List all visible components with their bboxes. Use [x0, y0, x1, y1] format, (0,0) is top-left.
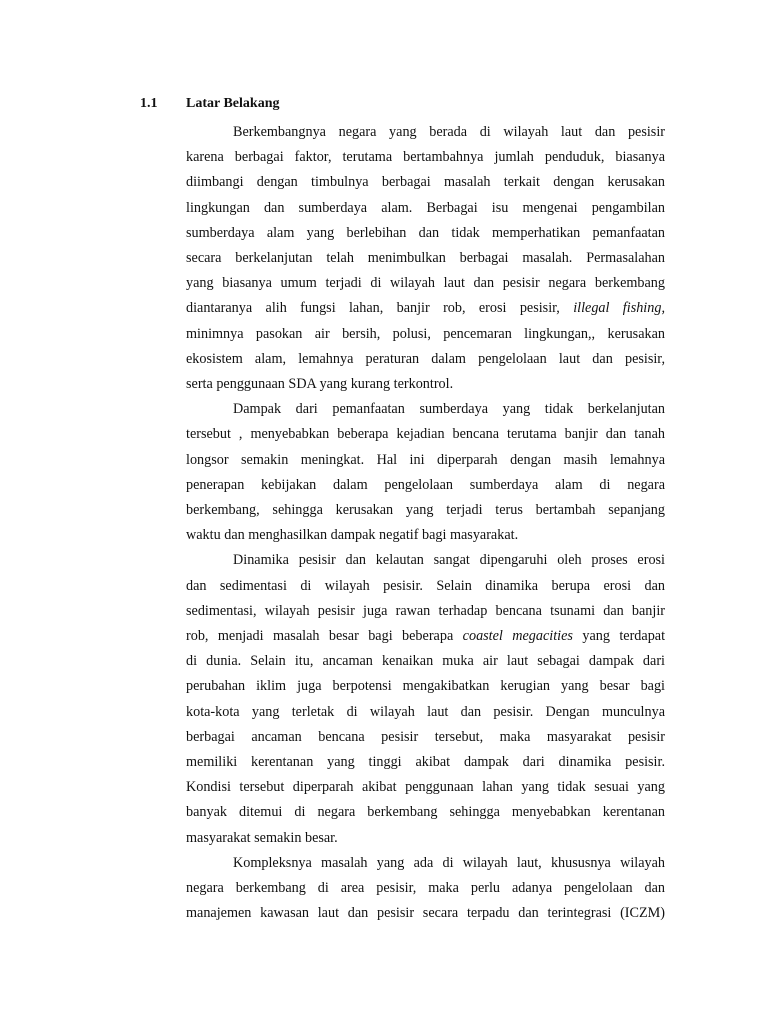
text-line: memiliki kerentanan yang tinggi akibat dampak dari dinamika pesisir.	[186, 754, 665, 771]
text-segment: diantaranya alih fungsi lahan, banjir rob, erosi pesisir,	[186, 300, 560, 317]
text-line: dan sedimentasi di wilayah pesisir. Selain dinamika berupa erosi dan	[186, 577, 665, 594]
text-line: Berkembangnya negara yang berada di wilayah laut dan pesisir	[233, 124, 665, 140]
text-segment: yang terdapat	[582, 628, 666, 645]
text-line: manajemen kawasan laut dan pesisir secara terpadu dan terintegrasi (ICZM)	[186, 905, 665, 922]
text-line: masyarakat semakin besar.	[186, 829, 338, 846]
text-line: sedimentasi, wilayah pesisir juga rawan terhadap bencana tsunami dan banjir	[186, 602, 665, 619]
text-line: diimbangi dengan timbulnya berbagai masalah terkait dengan kerusakan	[186, 174, 665, 191]
text-line: di dunia. Selain itu, ancaman kenaikan muka air laut sebagai dampak dari	[186, 653, 665, 670]
text-line	[186, 296, 665, 321]
text-line: minimnya pasokan air bersih, polusi, pencemaran lingkungan,, kerusakan	[186, 325, 665, 342]
text-line: perubahan iklim juga berpotensi mengakibatkan kerugian yang besar bagi	[186, 678, 665, 695]
text-segment: rob, menjadi masalah besar bagi beberapa	[186, 628, 454, 645]
document-body	[186, 120, 665, 927]
section-title: Latar Belakang	[186, 96, 280, 111]
text-line: longsor semakin meningkat. Hal ini diperparah dengan masih lemahnya	[186, 451, 665, 468]
text-line: waktu dan menghasilkan dampak negatif bagi masyarakat.	[186, 527, 519, 544]
italic-term: illegal fishing,	[573, 300, 665, 317]
text-line: berkembang, sehingga kerusakan yang terjadi terus bertambah sepanjang	[186, 502, 665, 519]
text-line: lingkungan dan sumberdaya alam. Berbagai isu mengenai pengambilan	[186, 199, 665, 216]
text-line: yang biasanya umum terjadi di wilayah laut dan pesisir negara berkembang	[186, 275, 665, 292]
text-line: kota-kota yang terletak di wilayah laut dan pesisir. Dengan munculnya	[186, 703, 665, 720]
text-line: karena berbagai faktor, terutama bertambahnya jumlah penduduk, biasanya	[186, 149, 665, 166]
text-line: penerapan kebijakan dalam pengelolaan sumberdaya alam di negara	[186, 476, 665, 493]
text-line: banyak ditemui di negara berkembang sehingga menyebabkan kerentanan	[186, 804, 665, 821]
text-line: sumberdaya alam yang berlebihan dan tidak memperhatikan pemanfaatan	[186, 224, 665, 241]
text-line: Dampak dari pemanfaatan sumberdaya yang tidak berkelanjutan	[233, 401, 665, 418]
paragraph-2	[186, 397, 665, 548]
section-heading	[140, 94, 660, 114]
text-line: serta penggunaan SDA yang kurang terkontrol.	[186, 376, 454, 393]
text-line: negara berkembang di area pesisir, maka perlu adanya pengelolaan dan	[186, 880, 665, 897]
text-line: Dinamika pesisir dan kelautan sangat dipengaruhi oleh proses erosi	[233, 552, 665, 569]
text-line: berbagai ancaman bencana pesisir tersebut, maka masyarakat pesisir	[186, 728, 665, 745]
text-line: Kondisi tersebut diperparah akibat penggunaan lahan yang tidak sesuai yang	[186, 779, 665, 796]
paragraph-3	[186, 548, 665, 850]
paragraph-1	[186, 120, 665, 397]
text-line: ekosistem alam, lemahnya peraturan dalam pengelolaan laut dan pesisir,	[186, 350, 665, 367]
italic-term: coastel megacities	[462, 628, 573, 645]
text-line: tersebut , menyebabkan beberapa kejadian bencana terutama banjir dan tanah	[186, 426, 665, 443]
text-line: secara berkelanjutan telah menimbulkan berbagai masalah. Permasalahan	[186, 250, 665, 267]
text-line: Kompleksnya masalah yang ada di wilayah laut, khususnya wilayah	[233, 854, 665, 871]
paragraph-4	[186, 851, 665, 927]
section-number: 1.1	[140, 96, 158, 111]
text-line	[186, 624, 665, 649]
